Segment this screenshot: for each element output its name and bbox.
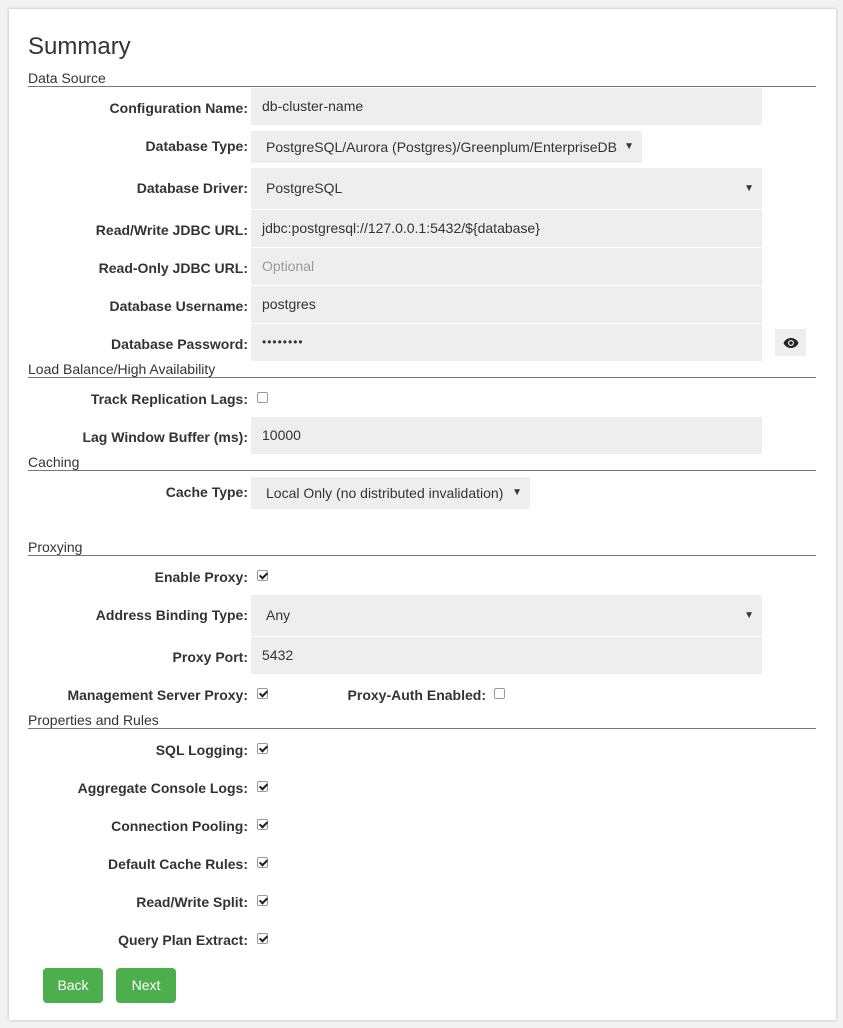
conn-pooling-label: Connection Pooling: xyxy=(111,818,248,834)
conn-pooling-checkbox[interactable] xyxy=(257,819,268,830)
mgmt-proxy-checkbox[interactable] xyxy=(257,688,268,699)
rw-split-checkbox[interactable] xyxy=(257,895,268,906)
rw-url-label: Read/Write JDBC URL: xyxy=(95,222,248,238)
password-label: Database Password: xyxy=(111,336,248,352)
binding-type-select[interactable] xyxy=(251,595,762,636)
back-button[interactable]: Back xyxy=(43,968,103,1003)
sql-logging-checkbox[interactable] xyxy=(257,743,268,754)
ro-url-label: Read-Only JDBC URL: xyxy=(98,260,248,276)
username-label: Database Username: xyxy=(109,298,248,314)
sql-logging-label: SQL Logging: xyxy=(155,742,248,758)
config-name-input[interactable]: db-cluster-name xyxy=(251,88,762,125)
password-input[interactable]: •••••••• xyxy=(251,324,762,361)
cache-type-label: Cache Type: xyxy=(165,484,248,500)
proxy-auth-checkbox[interactable] xyxy=(494,688,505,699)
binding-type-label: Address Binding Type: xyxy=(95,607,248,623)
proxy-port-label: Proxy Port: xyxy=(172,649,248,665)
cache-rules-checkbox[interactable] xyxy=(257,857,268,868)
db-driver-value: PostgreSQL xyxy=(266,180,343,196)
db-driver-label: Database Driver: xyxy=(136,180,248,196)
db-driver-select[interactable] xyxy=(251,168,762,209)
section-properties: Properties and Rules xyxy=(28,712,816,729)
next-button[interactable]: Next xyxy=(116,968,176,1003)
enable-proxy-label: Enable Proxy: xyxy=(154,569,248,585)
summary-card xyxy=(9,9,836,1020)
eye-icon xyxy=(783,337,799,349)
chevron-down-icon: ▼ xyxy=(744,183,754,194)
chevron-down-icon: ▼ xyxy=(744,610,754,621)
aggregate-logs-label: Aggregate Console Logs: xyxy=(77,780,248,796)
username-input[interactable]: postgres xyxy=(251,286,762,323)
db-type-select[interactable] xyxy=(251,131,642,163)
track-lags-label: Track Replication Lags: xyxy=(90,391,248,407)
proxy-auth-label: Proxy-Auth Enabled: xyxy=(347,687,486,703)
rw-split-label: Read/Write Split: xyxy=(136,894,248,910)
section-data-source: Data Source xyxy=(28,70,816,87)
page-title: Summary xyxy=(28,33,131,60)
mgmt-proxy-label: Management Server Proxy: xyxy=(67,687,248,703)
query-plan-label: Query Plan Extract: xyxy=(118,932,248,948)
section-caching: Caching xyxy=(28,454,816,471)
show-password-button[interactable] xyxy=(775,329,806,356)
config-name-label: Configuration Name: xyxy=(109,100,248,116)
track-lags-checkbox[interactable] xyxy=(257,392,268,403)
query-plan-checkbox[interactable] xyxy=(257,933,268,944)
db-type-label: Database Type: xyxy=(145,138,248,154)
binding-type-value: Any xyxy=(266,607,291,623)
cache-type-select[interactable] xyxy=(251,477,530,509)
lag-buffer-input[interactable]: 10000 xyxy=(251,417,762,454)
section-load-balance: Load Balance/High Availability xyxy=(28,361,816,378)
proxy-port-input[interactable]: 5432 xyxy=(251,637,762,674)
aggregate-logs-checkbox[interactable] xyxy=(257,781,268,792)
ro-url-input[interactable]: Optional xyxy=(251,248,762,285)
lag-buffer-label: Lag Window Buffer (ms): xyxy=(82,429,248,445)
db-type-value: PostgreSQL/Aurora (Postgres)/Greenplum/EnterpriseDB xyxy=(266,139,617,155)
chevron-down-icon: ▼ xyxy=(624,141,634,152)
cache-rules-label: Default Cache Rules: xyxy=(107,856,248,872)
rw-url-input[interactable]: jdbc:postgresql://127.0.0.1:5432/${database} xyxy=(251,210,762,247)
chevron-down-icon: ▼ xyxy=(512,487,522,498)
enable-proxy-checkbox[interactable] xyxy=(257,570,268,581)
section-proxying: Proxying xyxy=(28,539,816,556)
cache-type-value: Local Only (no distributed invalidation) xyxy=(266,485,504,501)
